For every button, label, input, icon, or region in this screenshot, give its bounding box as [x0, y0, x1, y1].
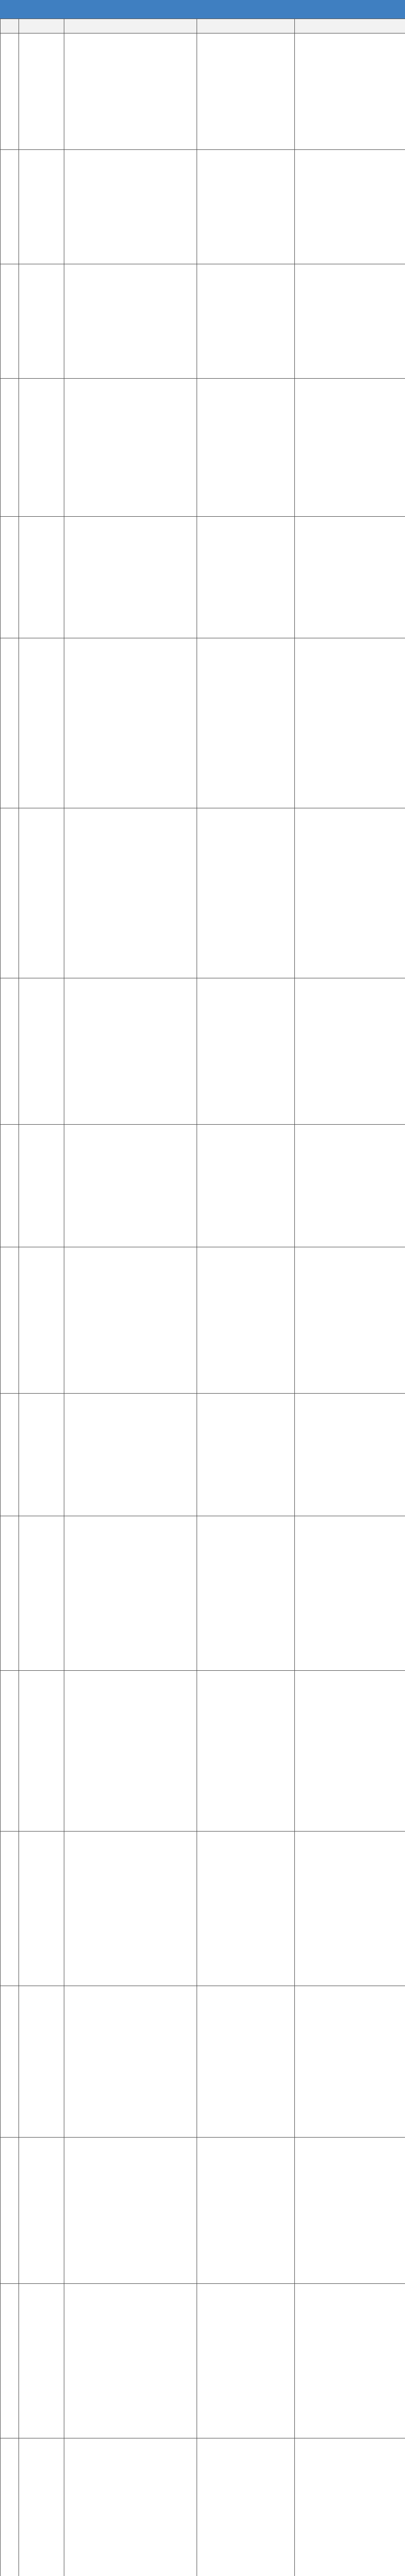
cell-punish	[197, 1394, 295, 1516]
cell-item	[19, 264, 64, 379]
table-row	[1, 517, 405, 638]
cell-nonpunish	[295, 33, 405, 150]
cell-nonpunish	[295, 1394, 405, 1516]
cell-nonpunish	[295, 638, 405, 808]
cell-basis	[64, 808, 197, 978]
document-title-bar	[0, 0, 405, 19]
table-row	[1, 1247, 405, 1394]
table-row	[1, 978, 405, 1125]
table-row	[1, 1516, 405, 1671]
cell-nonpunish	[295, 2284, 405, 2438]
cell-punish	[197, 978, 295, 1125]
cell-no	[1, 1247, 19, 1394]
cell-nonpunish	[295, 1671, 405, 1832]
cell-nonpunish	[295, 1125, 405, 1247]
cell-punish	[197, 1125, 295, 1247]
cell-punish	[197, 638, 295, 808]
cell-item	[19, 1986, 64, 2138]
cell-no	[1, 1832, 19, 1986]
cell-punish	[197, 1832, 295, 1986]
cell-basis	[64, 1516, 197, 1671]
cell-basis	[64, 1986, 197, 2138]
cell-basis	[64, 1125, 197, 1247]
table-row	[1, 2138, 405, 2284]
cell-nonpunish	[295, 150, 405, 264]
cell-no	[1, 33, 19, 150]
cell-punish	[197, 2138, 295, 2284]
cell-item	[19, 638, 64, 808]
table-row	[1, 1125, 405, 1247]
cell-item	[19, 1516, 64, 1671]
cell-item	[19, 978, 64, 1125]
table-row	[1, 379, 405, 517]
cell-punish	[197, 1671, 295, 1832]
cell-no	[1, 638, 19, 808]
column-header-item	[19, 19, 64, 33]
table-row	[1, 1986, 405, 2138]
cell-no	[1, 2138, 19, 2284]
cell-punish	[197, 517, 295, 638]
cell-no	[1, 1394, 19, 1516]
table-body	[1, 33, 405, 2576]
table-header-row	[1, 19, 405, 33]
cell-no	[1, 808, 19, 978]
cell-item	[19, 2138, 64, 2284]
table-row	[1, 1394, 405, 1516]
cell-item	[19, 1247, 64, 1394]
cell-punish	[197, 150, 295, 264]
cell-nonpunish	[295, 1516, 405, 1671]
cell-item	[19, 2438, 64, 2576]
column-header-basis	[64, 19, 197, 33]
cell-nonpunish	[295, 379, 405, 517]
table-row	[1, 1832, 405, 1986]
cell-no	[1, 1516, 19, 1671]
enforcement-table	[0, 19, 405, 2576]
cell-item	[19, 1832, 64, 1986]
table-row	[1, 808, 405, 978]
cell-punish	[197, 2284, 295, 2438]
cell-nonpunish	[295, 1247, 405, 1394]
cell-basis	[64, 1832, 197, 1986]
cell-basis	[64, 2138, 197, 2284]
cell-item	[19, 517, 64, 638]
cell-punish	[197, 264, 295, 379]
table-row	[1, 33, 405, 150]
cell-item	[19, 379, 64, 517]
column-header-no	[1, 19, 19, 33]
cell-basis	[64, 1247, 197, 1394]
cell-nonpunish	[295, 1986, 405, 2138]
column-header-nonpunish	[295, 19, 405, 33]
cell-punish	[197, 808, 295, 978]
cell-basis	[64, 2284, 197, 2438]
table-row	[1, 150, 405, 264]
cell-no	[1, 1986, 19, 2138]
cell-item	[19, 150, 64, 264]
cell-item	[19, 808, 64, 978]
table-row	[1, 638, 405, 808]
column-header-punish	[197, 19, 295, 33]
cell-no	[1, 2284, 19, 2438]
cell-basis	[64, 1671, 197, 1832]
cell-basis	[64, 517, 197, 638]
cell-nonpunish	[295, 808, 405, 978]
cell-no	[1, 150, 19, 264]
cell-punish	[197, 2438, 295, 2576]
cell-basis	[64, 379, 197, 517]
cell-nonpunish	[295, 2438, 405, 2576]
cell-nonpunish	[295, 1832, 405, 1986]
cell-punish	[197, 1516, 295, 1671]
cell-no	[1, 517, 19, 638]
cell-basis	[64, 2438, 197, 2576]
cell-nonpunish	[295, 264, 405, 379]
cell-item	[19, 1125, 64, 1247]
cell-no	[1, 2438, 19, 2576]
cell-no	[1, 1125, 19, 1247]
cell-nonpunish	[295, 978, 405, 1125]
cell-basis	[64, 264, 197, 379]
cell-no	[1, 1671, 19, 1832]
cell-item	[19, 1394, 64, 1516]
cell-no	[1, 978, 19, 1125]
cell-no	[1, 379, 19, 517]
table-row	[1, 1671, 405, 1832]
table-row	[1, 264, 405, 379]
cell-nonpunish	[295, 2138, 405, 2284]
cell-basis	[64, 33, 197, 150]
cell-punish	[197, 33, 295, 150]
cell-basis	[64, 150, 197, 264]
cell-item	[19, 33, 64, 150]
cell-basis	[64, 1394, 197, 1516]
cell-basis	[64, 638, 197, 808]
cell-punish	[197, 1986, 295, 2138]
cell-nonpunish	[295, 517, 405, 638]
table-row	[1, 2284, 405, 2438]
cell-item	[19, 1671, 64, 1832]
table-row	[1, 2438, 405, 2576]
cell-item	[19, 2284, 64, 2438]
cell-punish	[197, 379, 295, 517]
cell-basis	[64, 978, 197, 1125]
cell-no	[1, 264, 19, 379]
cell-punish	[197, 1247, 295, 1394]
